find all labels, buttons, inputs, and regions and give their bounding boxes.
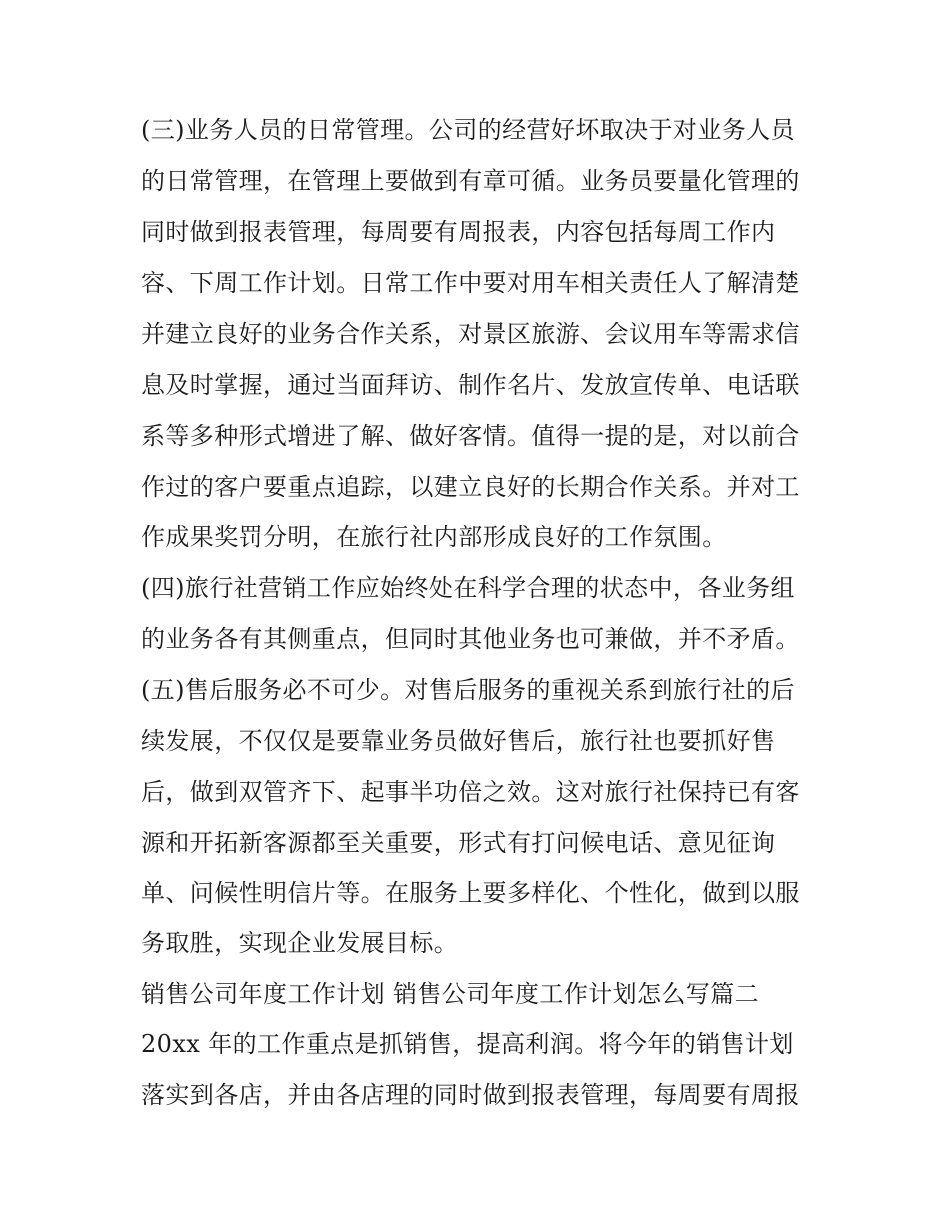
text-line: 同时做到报表管理，每周要有周报表，内容包括每周工作内	[141, 218, 776, 246]
text-line: 的业务各有其侧重点，但同时其他业务也可兼做，并不矛盾。	[141, 625, 800, 653]
text-line: 的日常管理，在管理上要做到有章可循。业务员要量化管理的	[141, 167, 800, 195]
text-line: 落实到各店，并由各店理的同时做到报表管理，每周要有周报	[141, 1081, 800, 1109]
text-line: 并建立良好的业务合作关系，对景区旅游、会议用车等需求信	[141, 320, 800, 348]
text-line: (四)旅行社营销工作应始终处在科学合理的状态中，各业务组	[141, 574, 795, 602]
text-line: 务取胜，实现企业发展目标。	[141, 929, 459, 957]
text-line: 单、问候性明信片等。在服务上要多样化、个性化，做到以服	[141, 879, 800, 907]
text-line: 作成果奖罚分明，在旅行社内部形成良好的工作氛围。	[141, 523, 727, 551]
text-line: 源和开拓新客源都至关重要，形式有打问候电话、意见征询	[141, 829, 776, 857]
section-heading: 销售公司年度工作计划 销售公司年度工作计划怎么写篇二	[141, 980, 760, 1008]
text-line: 20xx 年的工作重点是抓销售，提高利润。将今年的销售计划	[141, 1030, 794, 1058]
text-line: 息及时掌握，通过当面拜访、制作名片、发放宣传单、电话联	[141, 371, 800, 399]
text-line: 系等多种形式增进了解、做好客情。值得一提的是，对以前合	[141, 422, 800, 450]
text-line: (五)售后服务必不可少。对售后服务的重视关系到旅行社的后	[141, 676, 795, 704]
text-line: 作过的客户要重点追踪，以建立良好的长期合作关系。并对工	[141, 473, 800, 501]
text-line: 容、下周工作计划。日常工作中要对用车相关责任人了解清楚	[141, 269, 800, 297]
text-line: 后，做到双管齐下、起事半功倍之效。这对旅行社保持已有客	[141, 778, 800, 806]
text-line: (三)业务人员的日常管理。公司的经营好坏取决于对业务人员	[141, 116, 795, 144]
text-line: 续发展，不仅仅是要靠业务员做好售后，旅行社也要抓好售	[141, 727, 776, 755]
